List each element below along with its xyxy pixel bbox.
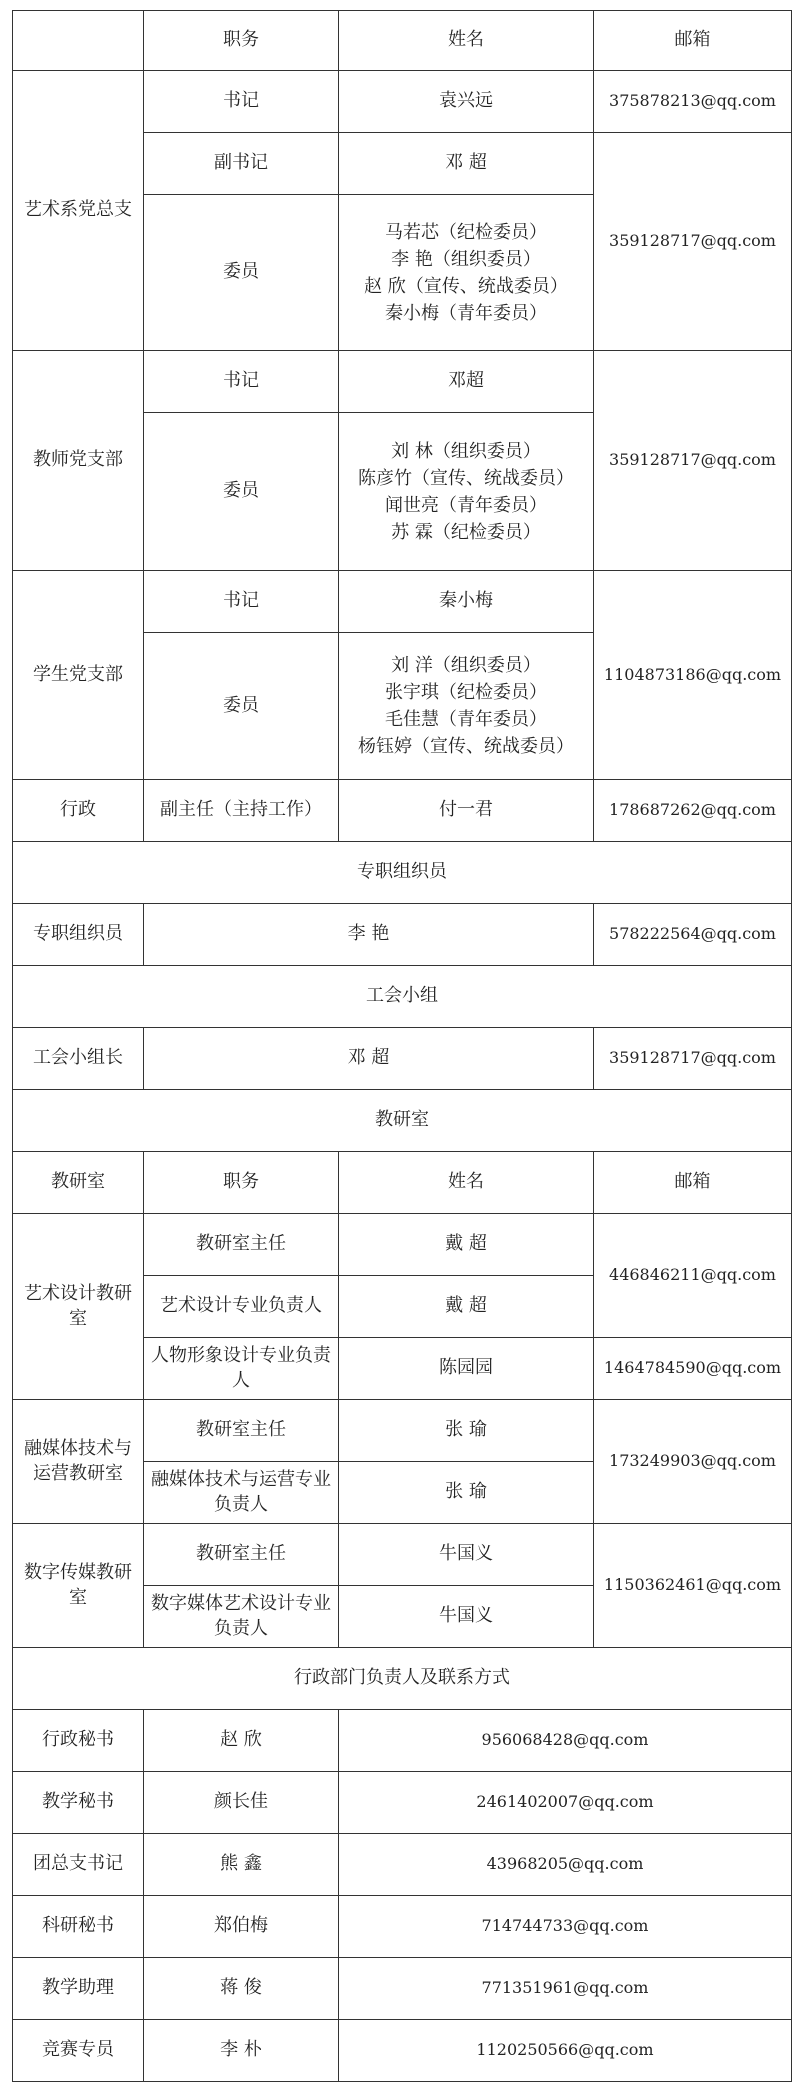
contact-role: 竞赛专员 <box>13 2020 144 2082</box>
student-sec-role: 书记 <box>144 571 339 633</box>
header-blank <box>13 11 144 71</box>
member: 杨钰婷（宣传、统战委员） <box>358 736 574 757</box>
organizer-row <box>13 904 792 966</box>
contact-email: 771351961@qq.com <box>339 1958 792 2020</box>
contact-role: 行政秘书 <box>13 1710 144 1772</box>
header-email: 邮箱 <box>594 11 792 71</box>
member: 闻世亮（青年委员） <box>385 494 547 516</box>
contact-row <box>13 1772 792 1834</box>
contact-email: 43968205@qq.com <box>339 1834 792 1896</box>
student-mem-role: 委员 <box>144 633 339 780</box>
general-email: 359128717@qq.com <box>594 133 792 351</box>
header-position: 职务 <box>144 11 339 71</box>
art-r1-role: 教研室主任 <box>144 1214 339 1276</box>
union-email: 359128717@qq.com <box>594 1028 792 1090</box>
teacher-members <box>339 413 594 571</box>
contact-role: 科研秘书 <box>13 1896 144 1958</box>
organizer-title: 专职组织员 <box>13 842 792 904</box>
member: 秦小梅（青年委员） <box>385 302 547 324</box>
contact-row <box>13 2020 792 2082</box>
general-org: 艺术系党总支 <box>13 71 144 351</box>
member: 马若芯（纪检委员） <box>385 221 547 243</box>
art-email-12: 446846211@qq.com <box>594 1214 792 1338</box>
research-title-row <box>13 1090 792 1152</box>
research-header-email: 邮箱 <box>594 1152 792 1214</box>
contact-role: 教学助理 <box>13 1958 144 2020</box>
general-sec-name: 袁兴远 <box>339 71 594 133</box>
member: 赵 欣（宣传、统战委员） <box>364 275 568 297</box>
admin-name: 付一君 <box>339 780 594 842</box>
digital-r1-role: 教研室主任 <box>144 1524 339 1586</box>
union-name: 邓 超 <box>144 1028 594 1090</box>
member: 刘 洋（组织委员） <box>391 655 541 676</box>
media-dept: 融媒体技术与运营教研室 <box>13 1400 144 1524</box>
member: 刘 林（组织委员） <box>391 440 541 462</box>
contact-role: 教学秘书 <box>13 1772 144 1834</box>
contact-name: 李 朴 <box>144 2020 339 2082</box>
member: 张宇琪（纪检委员） <box>385 682 547 703</box>
art-r2-role: 艺术设计专业负责人 <box>144 1276 339 1338</box>
teacher-sec-role: 书记 <box>144 351 339 413</box>
org-table <box>12 10 792 2082</box>
student-sec-name: 秦小梅 <box>339 571 594 633</box>
contacts-title: 行政部门负责人及联系方式 <box>13 1648 792 1710</box>
media-email: 173249903@qq.com <box>594 1400 792 1524</box>
organizer-title-row <box>13 842 792 904</box>
general-vice-role: 副书记 <box>144 133 339 195</box>
union-title: 工会小组 <box>13 966 792 1028</box>
header-row <box>13 11 792 71</box>
research-header-name: 姓名 <box>339 1152 594 1214</box>
digital-dept: 数字传媒教研室 <box>13 1524 144 1648</box>
media-r1-name: 张 瑜 <box>339 1400 594 1462</box>
contact-email: 714744733@qq.com <box>339 1896 792 1958</box>
admin-email: 178687262@qq.com <box>594 780 792 842</box>
general-vice-name: 邓 超 <box>339 133 594 195</box>
member: 苏 霖（纪检委员） <box>391 521 541 543</box>
admin-role: 副主任（主持工作） <box>144 780 339 842</box>
admin-org: 行政 <box>13 780 144 842</box>
general-sec-role: 书记 <box>144 71 339 133</box>
media-r2-name: 张 瑜 <box>339 1462 594 1524</box>
student-members <box>339 633 594 780</box>
student-email: 1104873186@qq.com <box>594 571 792 780</box>
contact-name: 熊 鑫 <box>144 1834 339 1896</box>
contact-row <box>13 1958 792 2020</box>
teacher-sec-name: 邓超 <box>339 351 594 413</box>
art-r3-email: 1464784590@qq.com <box>594 1338 792 1400</box>
student-secretary-row <box>13 571 792 633</box>
art-r2-name: 戴 超 <box>339 1276 594 1338</box>
contact-name: 郑伯梅 <box>144 1896 339 1958</box>
media-r1-role: 教研室主任 <box>144 1400 339 1462</box>
general-secretary-row <box>13 71 792 133</box>
art-dept: 艺术设计教研室 <box>13 1214 144 1400</box>
header-name: 姓名 <box>339 11 594 71</box>
contact-role: 团总支书记 <box>13 1834 144 1896</box>
general-sec-email: 375878213@qq.com <box>594 71 792 133</box>
student-org: 学生党支部 <box>13 571 144 780</box>
research-header-position: 职务 <box>144 1152 339 1214</box>
digital-r2-role: 数字媒体艺术设计专业负责人 <box>144 1586 339 1648</box>
media-r2-role: 融媒体技术与运营专业负责人 <box>144 1462 339 1524</box>
contact-row <box>13 1896 792 1958</box>
art-row-1 <box>13 1214 792 1276</box>
union-role: 工会小组长 <box>13 1028 144 1090</box>
art-r1-name: 戴 超 <box>339 1214 594 1276</box>
research-header-row <box>13 1152 792 1214</box>
contact-email: 2461402007@qq.com <box>339 1772 792 1834</box>
admin-row <box>13 780 792 842</box>
digital-r1-name: 牛国义 <box>339 1524 594 1586</box>
member: 李 艳（组织委员） <box>391 248 541 270</box>
research-header-dept: 教研室 <box>13 1152 144 1214</box>
general-members <box>339 195 594 351</box>
research-title: 教研室 <box>13 1090 792 1152</box>
contact-email: 956068428@qq.com <box>339 1710 792 1772</box>
contact-name: 颜长佳 <box>144 1772 339 1834</box>
media-row-1 <box>13 1400 792 1462</box>
teacher-mem-role: 委员 <box>144 413 339 571</box>
teacher-org: 教师党支部 <box>13 351 144 571</box>
organizer-email: 578222564@qq.com <box>594 904 792 966</box>
teacher-email: 359128717@qq.com <box>594 351 792 571</box>
contact-row <box>13 1834 792 1896</box>
teacher-secretary-row <box>13 351 792 413</box>
member: 陈彦竹（宣传、统战委员） <box>358 467 574 489</box>
contact-row <box>13 1710 792 1772</box>
art-r3-role: 人物形象设计专业负责人 <box>144 1338 339 1400</box>
contact-name: 蒋 俊 <box>144 1958 339 2020</box>
contact-email: 1120250566@qq.com <box>339 2020 792 2082</box>
union-title-row <box>13 966 792 1028</box>
digital-r2-name: 牛国义 <box>339 1586 594 1648</box>
digital-email: 1150362461@qq.com <box>594 1524 792 1648</box>
art-r3-name: 陈园园 <box>339 1338 594 1400</box>
general-mem-role: 委员 <box>144 195 339 351</box>
member: 毛佳慧（青年委员） <box>385 709 547 730</box>
contact-name: 赵 欣 <box>144 1710 339 1772</box>
union-row <box>13 1028 792 1090</box>
contacts-title-row <box>13 1648 792 1710</box>
organizer-name: 李 艳 <box>144 904 594 966</box>
organizer-role: 专职组织员 <box>13 904 144 966</box>
digital-row-1 <box>13 1524 792 1586</box>
